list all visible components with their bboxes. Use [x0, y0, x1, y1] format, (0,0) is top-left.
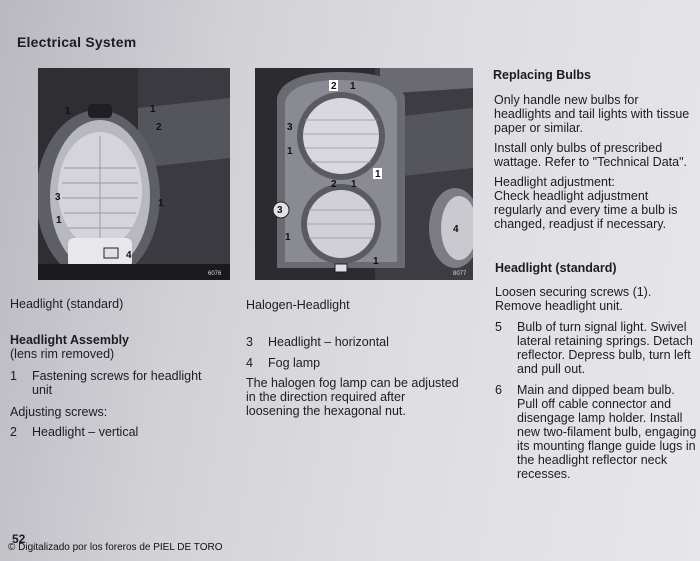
legend-number: 4 [246, 356, 253, 370]
figure-code: 8077 [453, 271, 467, 277]
callout: 3 [277, 205, 283, 216]
section-title: Electrical System [17, 34, 137, 50]
callout: 1 [287, 146, 293, 157]
callout: 2 [156, 122, 162, 133]
headlight-adjustment-paragraph: Check headlight adjustment regularly and every time a bulb is changed, readjust if necessary. [494, 189, 678, 231]
page-number: 52 [12, 532, 26, 546]
callout: 1 [375, 169, 381, 180]
step-5 [495, 320, 697, 376]
bulb-handling-paragraph: Only handle new bulbs for headlights and tail lights with tissue paper or similar. [494, 93, 690, 135]
replacing-bulbs-heading: Replacing Bulbs [493, 68, 591, 82]
figure-halogen-headlight [255, 68, 473, 280]
step-number: 6 [495, 383, 502, 397]
legend-item-3 [246, 335, 471, 349]
figure-standard-headlight [38, 68, 230, 280]
fog-lamp-note: The halogen fog lamp can be adjusted in the direction required after loosening the hexagonal nut. [246, 376, 459, 418]
callout: 1 [285, 232, 291, 243]
callout: 1 [150, 104, 156, 115]
adjusting-screws-label: Adjusting screws: [10, 405, 108, 419]
legend-number: 1 [10, 369, 17, 383]
legend-item-2 [10, 425, 235, 439]
step-text: Main and dipped beam bulb. Pull off cable connector and disengage lamp holder. Install new two-filament bulb, engaging its mounting flange guide lugs in the headlight reflector neck recesses. [517, 383, 697, 481]
halogen-headlight-photo [255, 68, 473, 280]
legend-number: 2 [10, 425, 17, 439]
headlight-adjustment-label: Headlight adjustment: [494, 175, 615, 189]
callout: 1 [373, 256, 379, 267]
callout: 2 [331, 179, 337, 190]
standard-headlight-photo [38, 68, 230, 280]
callout: 1 [56, 215, 62, 226]
callout: 4 [126, 250, 132, 261]
legend-text: Headlight – horizontal [268, 335, 389, 349]
callout: 1 [350, 81, 356, 92]
callout: 4 [453, 224, 459, 235]
callout: 1 [65, 106, 71, 117]
callout: 3 [287, 122, 293, 133]
callout: 2 [331, 81, 337, 92]
callout: 3 [55, 192, 61, 203]
caption-standard-headlight: Headlight (standard) [10, 297, 124, 311]
middle-column [246, 335, 471, 418]
legend-text: Fastening screws for headlight unit [32, 369, 202, 397]
step-number: 5 [495, 320, 502, 334]
legend-text: Fog lamp [268, 356, 321, 370]
figure-code: 6076 [208, 271, 222, 277]
caption-halogen-headlight: Halogen-Headlight [246, 298, 350, 312]
legend-number: 3 [246, 335, 253, 349]
legend-text: Headlight – vertical [32, 425, 139, 439]
legend-item-4 [246, 356, 471, 370]
callout: 1 [351, 179, 357, 190]
left-column [10, 333, 235, 439]
headlight-assembly-heading: Headlight Assembly [10, 333, 130, 347]
remove-unit-paragraph: Loosen securing screws (1). Remove headlight unit. [495, 285, 652, 313]
credit-watermark: © Digitalizado por los foreros de PIEL DE TORO [8, 542, 223, 553]
callout: 1 [158, 198, 164, 209]
step-6 [495, 383, 697, 481]
wattage-paragraph: Install only bulbs of prescribed wattage. Refer to "Technical Data". [494, 141, 687, 169]
legend-item-1 [10, 369, 235, 397]
lens-rim-note: (lens rim removed) [10, 347, 115, 361]
headlight-standard-heading: Headlight (standard) [495, 261, 617, 275]
step-text: Bulb of turn signal light. Swivel lateral retaining springs. Detach reflector. Depress bulb, turn left and pull out. [517, 320, 693, 376]
